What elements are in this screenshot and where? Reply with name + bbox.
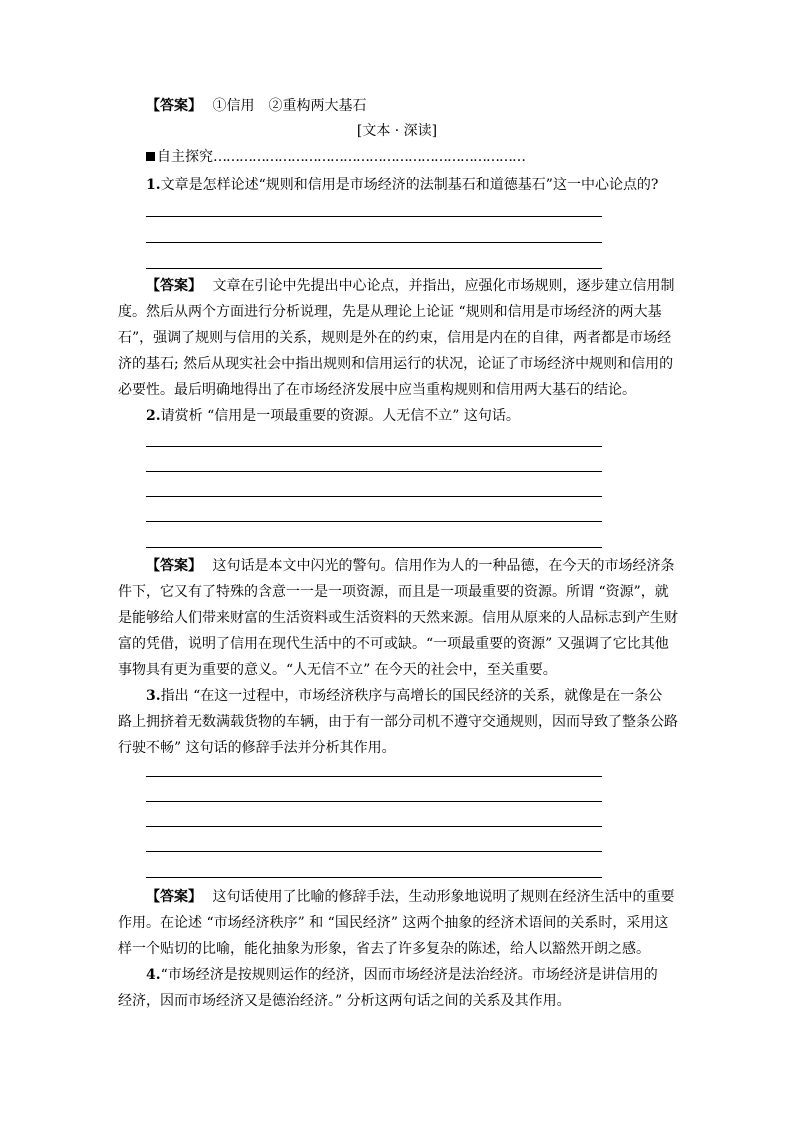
square-bullet-icon <box>146 152 155 161</box>
question-number: 1. <box>146 177 161 193</box>
question-text: 指出 “在这一过程中，市场经济秩序与高增长的国民经济的关系，就像是在一条公 <box>160 688 663 704</box>
answer-tag: 【答案】 <box>146 889 202 905</box>
answer-3-line-1 <box>146 887 675 907</box>
section-title: [文本 · 深读] <box>356 123 438 139</box>
answer-line[interactable] <box>146 851 602 852</box>
answer-line[interactable] <box>146 216 602 217</box>
answer-tag: 【答案】 <box>146 558 202 574</box>
question-text: 文章是怎样论述“规则和信用是市场经济的法制基石和道德基石”这一中心论点的? <box>160 177 659 193</box>
answer-2-line-5: 事物具有更为重要的意义。“人无信不立” 在今天的社会中，至关重要。 <box>118 662 557 678</box>
answer-1-line-4: 济的基石; 然后从现实社会中指出规则和信用运行的状况，论证了市场经济中规则和信用的 <box>118 356 674 372</box>
answer-line[interactable] <box>146 547 602 548</box>
answer-2-line-3: 是能够给人们带来财富的生活资料或生活资料的天然来源。信用从原来的人品标志到产生财 <box>118 610 678 626</box>
answer-3-line-2: 作用。在论述 “市场经济秩序” 和 “国民经济” 这两个抽象的经济术语间的关系时，采用这 <box>118 915 669 931</box>
question-number: 2. <box>146 408 161 424</box>
answer-line[interactable] <box>146 877 602 878</box>
question-3-line-3: 行驶不畅” 这句话的修辞手法并分析其作用。 <box>118 740 396 756</box>
answer-tag: 【答案】 <box>146 98 202 114</box>
answer-1-line-1 <box>146 276 675 296</box>
question-number: 3. <box>146 688 161 704</box>
question-text: “市场经济是按规则运作的经济，因而市场经济是法治经济。市场经济是讲信用的 <box>160 967 658 983</box>
question-number: 4. <box>146 967 161 983</box>
dot-leader: ……………………………………………………………… <box>213 149 525 165</box>
question-text: 请赏析 “信用是一项最重要的资源。人无信不立” 这句话。 <box>160 408 520 424</box>
answer-text: ①信用 ②重构两大基石 <box>212 98 367 114</box>
question-1 <box>146 175 659 195</box>
question-2 <box>146 406 616 426</box>
question-3-line-1 <box>146 686 663 706</box>
answer-line[interactable] <box>146 268 602 269</box>
answer-line[interactable] <box>146 521 602 522</box>
subsection-label: 自主探究 <box>157 149 213 165</box>
answer-text: 文章在引论中先提出中心论点，并指出，应强化市场规则，逐步建立信用制 <box>212 278 675 294</box>
answer-text: 这句话使用了比喻的修辞手法，生动形象地说明了规则在经济生活中的重要 <box>212 889 675 905</box>
answer-1-line-3: 石”，强调了规则与信用的关系，规则是外在的约束，信用是内在的自律，两者都是市场经 <box>118 330 672 346</box>
answer-3-line-3: 样一个贴切的比喻，能化抽象为形象，省去了许多复杂的陈述，给人以豁然开朗之感。 <box>118 941 650 957</box>
answer-line[interactable] <box>146 471 602 472</box>
answer-text: 这句话是本文中闪光的警句。信用作为人的一种品德，在今天的市场经济条 <box>212 558 675 574</box>
answer-line[interactable] <box>146 801 602 802</box>
answer-line[interactable] <box>146 242 602 243</box>
subsection-heading <box>146 147 616 167</box>
question-3-line-2: 路上拥挤着无数满载货物的车辆，由于有一部分司机不遵守交通规则，因而导致了整条公路 <box>118 714 678 730</box>
answer-2-line-1 <box>146 556 675 576</box>
answer-1-line-5: 必要性。最后明确地得出了在市场经济发展中应当重构规则和信用两大基石的结论。 <box>118 382 636 398</box>
answer-2-line-4: 富的凭借，说明了信用在现代生活中的不可或缺。“一项最重要的资源” 又强调了它比其他 <box>118 636 669 652</box>
answer-2-line-2: 件下，它又有了特殊的含意一一是一项资源，而且是一项最重要的资源。所谓 “资源”，就 <box>118 584 669 600</box>
question-4-line-2: 经济，因而市场经济又是德治经济。” 分析这两句话之间的关系及其作用。 <box>118 993 571 1009</box>
answer-1-line-2: 度。然后从两个方面进行分析说理，先是从理论上论证 “规则和信用是市场经济的两大基 <box>118 304 662 320</box>
answer-tag: 【答案】 <box>146 278 202 294</box>
question-4-line-1 <box>146 965 658 985</box>
answer-line[interactable] <box>146 826 602 827</box>
top-answer <box>146 96 616 116</box>
answer-line[interactable] <box>146 496 602 497</box>
answer-line[interactable] <box>146 776 602 777</box>
answer-line[interactable] <box>146 446 602 447</box>
